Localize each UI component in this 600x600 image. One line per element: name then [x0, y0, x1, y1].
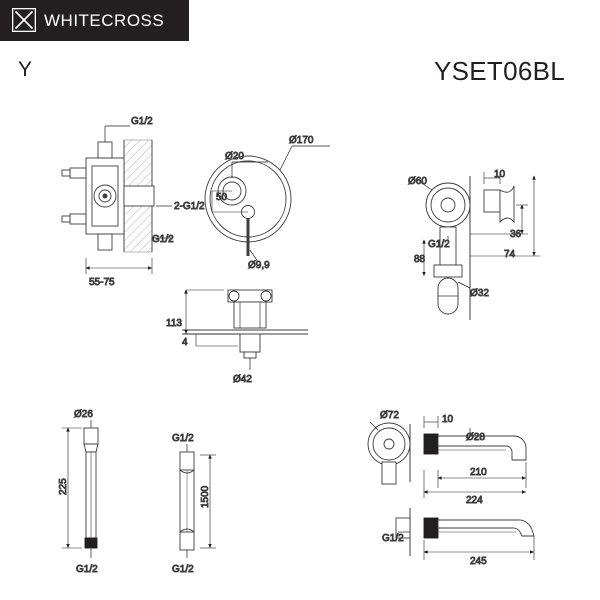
- label-plate-outer-dia: Ø170: [289, 135, 314, 146]
- label-bracket-74: 74: [504, 249, 516, 260]
- label-bracket-flange-dia: Ø60: [408, 176, 427, 187]
- label-spout-lower-g12: G1/2: [382, 533, 404, 544]
- label-bracket-g12: G1/2: [428, 239, 450, 250]
- wall-spout-lower: [396, 508, 534, 560]
- label-spout-total: 224: [466, 495, 483, 506]
- label-spout-lower-total: 245: [470, 556, 487, 567]
- label-hose-top-thread: G1/2: [172, 433, 194, 444]
- label-diverter-height: 113: [166, 318, 182, 329]
- label-bracket-holder-dia: Ø32: [470, 288, 489, 299]
- round-control-plate: [205, 146, 330, 262]
- concealed-valve-body: [62, 126, 172, 274]
- label-diverter-dia: Ø42: [233, 374, 252, 385]
- label-spout-depth: 10: [442, 414, 454, 425]
- label-concealed-width: 55-75: [89, 277, 115, 288]
- label-spout-reach: 210: [470, 467, 487, 478]
- label-spout-outlet-dia: Ø28: [466, 432, 485, 443]
- series-label: Y: [18, 58, 33, 81]
- label-hose-length: 1500: [200, 485, 211, 508]
- label-hose-bottom-thread: G1/2: [172, 564, 194, 575]
- label-plate-lever-dia: Ø9,9: [248, 260, 270, 271]
- label-handshower-head-dia: Ø26: [74, 409, 93, 420]
- label-diverter-plate-thk: 4: [182, 337, 188, 348]
- label-handshower-thread: G1/2: [76, 564, 98, 575]
- label-handshower-length: 225: [58, 478, 69, 495]
- label-bracket-depth: 10: [494, 169, 506, 180]
- label-concealed-mid: 2-G1/2: [174, 201, 205, 212]
- diverter-outlet: [182, 290, 308, 370]
- wall-spout-upper: [368, 416, 526, 498]
- brand-name: WHITECROSS: [44, 11, 165, 30]
- label-bracket-88: 88: [414, 254, 426, 265]
- label-plate-inner-dia: Ø20: [225, 151, 244, 162]
- label-bracket-36: 36: [510, 229, 522, 240]
- label-concealed-bottom-g12: G1/2: [152, 234, 174, 245]
- label-spout-flange-dia: Ø72: [380, 410, 399, 421]
- label-plate-offset: 50: [216, 192, 228, 203]
- model-code: YSET06BL: [433, 56, 565, 86]
- label-concealed-top-g12: G1/2: [131, 116, 153, 127]
